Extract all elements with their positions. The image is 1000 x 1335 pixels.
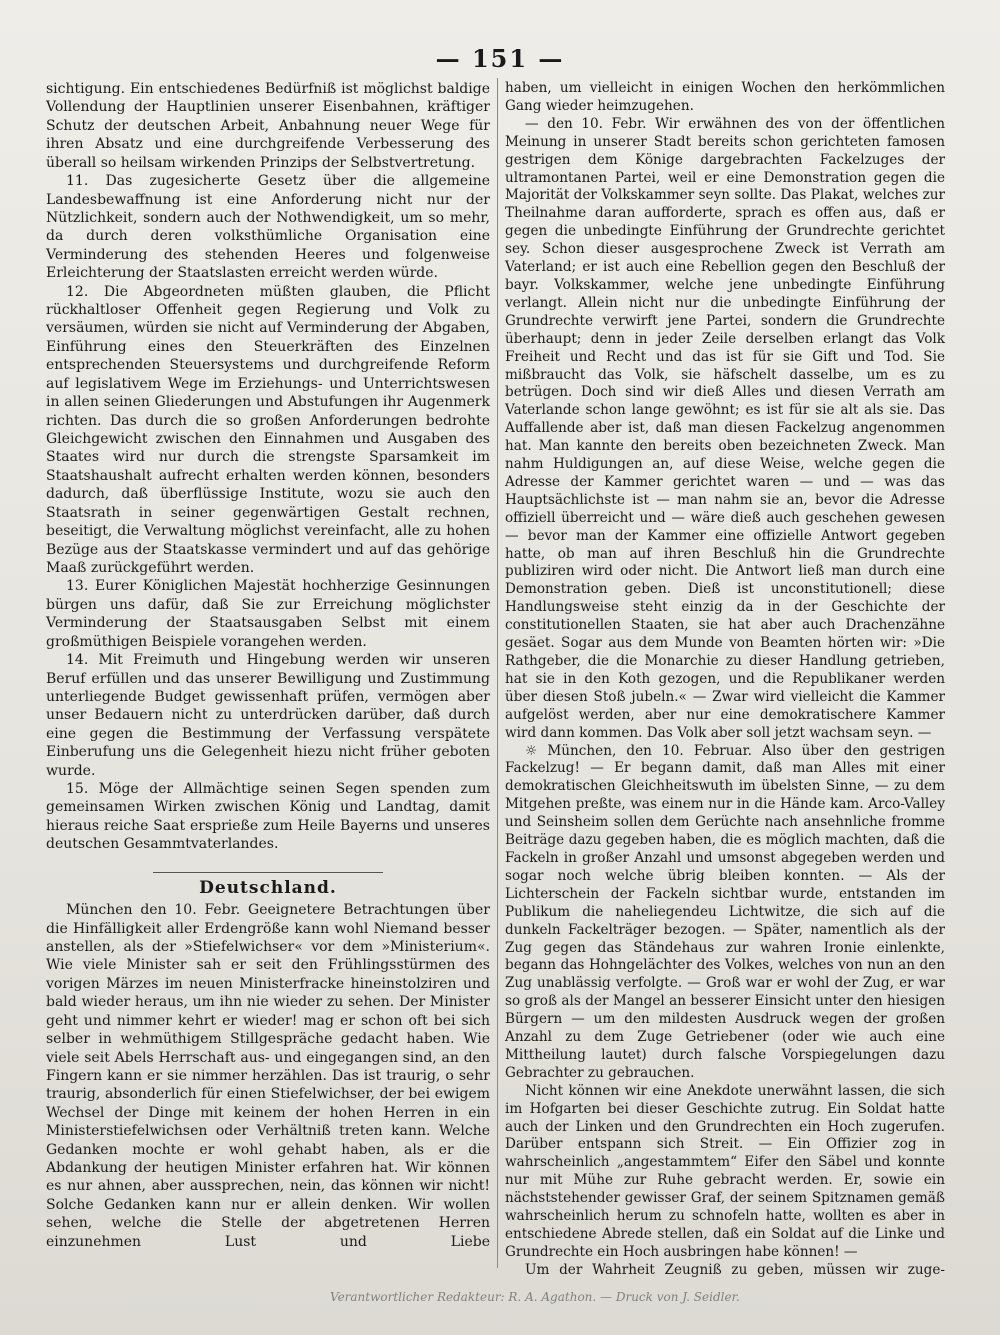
left-column	[46, 80, 490, 1251]
paragraph: sichtigung. Ein entschiedenes Bedürfniß ist möglichst baldige Vollendung der Hauptlinien unserer Eisenbahnen, kräftiger Schutz der deutschen Arbeit, Anbahnung neuer Wege für ihren Absatz und eine durchgreifende Verbesserung des überall so heilsam wirkenden Prinzips der Selbstvertretung.	[46, 81, 490, 171]
paragraph: 11. Das zugesicherte Gesetz über die allgemeine Landesbewaffnung ist eine Anforderung nicht nur der Nützlichkeit, sondern auch der Nothwendigkeit, um so mehr, da durch deren volksthümliche Organisation eine Verminderung des stehenden Heeres und folgenweise Erleichterung der Staatslasten erreicht werden würde.	[46, 173, 490, 282]
paragraph: 14. Mit Freimuth und Hingebung werden wir unseren Beruf erfüllen und das unserer Bewilligung und Zustimmung unterliegende Budget gewissenhaft prüfen, vermögen aber unser Bedauern nicht zu unterdrücken darüber, daß durch eine gegen die Bestimmung der Verfassung verspätete Einberufung uns die Gelegenheit hiezu nicht früher geboten wurde.	[46, 652, 490, 779]
paragraph: 12. Die Abgeordneten müßten glauben, die Pflicht rückhaltloser Offenheit gegen Regierung und Volk zu versäumen, würden sie nicht auf Verminderung der Abgaben, Einführung eines den Steuerkräften des Einzelnen entsprechenden Steuersystems und durchgreifende Reform auf legislativem Wege im Erziehungs- und Unterrichtswesen in allen seinen Gliederungen und Abstufungen ihr Augenmerk richten. Das durch die so großen Anforderungen bedrohte Gleichgewicht zwischen den Einnahmen und Ausgaben des Staates wird nur durch die strengste Sparsamkeit im Staatshaushalt aufrecht erhalten werden können, besonders dadurch, daß überflüssige Institute, wozu sie auch den Staatsrath in seiner gegenwärtigen Gestalt rechnen, beseitigt, die Verwaltung möglichst vereinfacht, alle zu hohen Bezüge aus der Staatskasse vermindert und auf das gehörige Maaß zurückgeführt werden.	[46, 283, 490, 576]
paragraph: — den 10. Febr. Wir erwähnen des von der öffentlichen Meinung in unserer Stadt bereits schon gerichteten famosen gestrigen dem Könige dargebrachten Fackelzuges der ultramontanen Partei, weil er eine Demonstration gegen die Majorität der Volkskammer seyn sollte. Das Plakat, welches zur Theilnahme daran aufforderte, sprach es offen aus, daß er gegen die unbedingte Einführung der Grundrechte gerichtet sey. Schon dieser ausgesprochene Zweck ist Verrath am Vaterland; er ist auch eine Rebellion gegen den Beschluß der bayr. Volkskammer, welche jene unbedingte Einführung verlangt. Allein nicht nur die unbedingte Einführung der Grundrechte verwirft jene Partei, sondern die Grundrechte überhaupt; denn in jeder Zeile derselben erlangt das Volk Freiheit und Recht und das ist für sie Gift und Tod. Sie mißbraucht das Volk, sie häfschelt dasselbe, um es zu betrügen. Doch sind wir dieß Alles und diesen Verrath am Vaterlande schon lange gewöhnt; es ist für sie alt als sie. Das Auffallende aber ist, daß man diesen Fackelzug angenommen hat. Man kannte den bereits oben bezeichneten Zweck. Man nahm Huldigungen an, auf diese Weise, welche gegen die Adresse der Kammer gerichtet waren — und — was das Hauptsächlichste ist — man nahm sie an, bevor die Adresse offiziell überreicht und — wäre dieß auch geschehen gewesen — bevor man der Kammer eine offizielle Antwort gegeben hatte, ob man auf ihren Beschluß hin die Grundrechte publiziren wird oder nicht. Die Antwort ließ man durch eine Demonstration geben. Dieß ist unconstitutionell; diese Handlungsweise steht einzig da in der Geschichte der constitutionellen Staaten, sie hat aber auch Drachenzähne gesäet. Sogar aus dem Munde von Beamten hörten wir: »Die Rathgeber, die die Monarchie zu dieser Handlung getrieben, hat sie in den Koth gezogen, und die Republikaner werden über diesen Stoß jubeln.« — Zwar wird vielleicht die Kammer aufgelöst werden, aber nur eine demokratischere Kammer wird dann kommen. Das Volk aber soll jetzt wachsam seyn. —	[505, 115, 945, 741]
paragraph: München den 10. Febr. Geeignetere Betrachtungen über die Hinfälligkeit aller Erdengröße kann wohl Niemand besser anstellen, als der »Stiefelwichser« vor dem »Ministerium«. Wie viele Minister sah er seit den Frühlingsstürmen des vorigen Märzes im neuen Ministerfracke hineinstolziren und bald wieder heraus, um ihn nie wieder zu sehen. Der Minister geht und nimmer kehrt er wieder! mag er schon oft bei sich selber in wehmüthigem Stillgespräche gedacht haben. Wie viele seit Abels Herrschaft aus- und eingegangen sind, an den Fingern kann er sie nimmer herzählen. Das ist traurig, o sehr traurig, absonderlich für einen Stiefelwichser, der bei ewigem Wechsel der Dinge mit keinem der hohen Herren in ein Ministerstiefelwichsen oder Verhältniß treten kann. Welche Gedanken mochte er wohl gehabt haben, als er die Abdankung der heutigen Minister erfahren hat. Wir können es nur ahnen, aber aussprechen, nein, das können wir nicht! Solche Gedanken kann nur er allein denken. Wir wollen sehen, welche die Stelle der abgetretenen Herren einzunehmen Lust und Liebe	[46, 902, 490, 1250]
page-number: — 151 —	[435, 44, 565, 73]
paragraph: Nicht können wir eine Anekdote unerwähnt lassen, die sich im Hofgarten bei dieser Geschichte zutrug. Ein Soldat hatte auch der Linken und den Grundrechten ein Hoch zugerufen. Darüber entspann sich Streit. — Ein Offizier zog in wahrscheinlich „angestammtem“ Eifer den Säbel und konnte nur mit Mühe zur Ruhe gebracht werden. Er, sowie ein nächststehender gewisser Graf, der seinem Spitznamen gemäß wahrscheinlich herum zu schnofeln hatte, wollten es aber in entschiedene Abrede stellen, daß ein Soldat auf die Linke und Grundrechte ein Hoch ausbringen habe können! —	[505, 1082, 945, 1260]
column-rule	[497, 78, 498, 1268]
right-column	[505, 80, 945, 1280]
section-divider	[153, 872, 383, 873]
paragraph: ☼ München, den 10. Februar. Also über den gestrigen Fackelzug! — Er begann damit, daß man Alles mit einer demokratischen Gleichheitswuth im übelsten Sinne, — zu dem Mitgehen preßte, was einem nur in die Hände kam. Arco-Valley und Seinsheim sollen dem Gerüchte nach ansehnliche fromme Beiträge dazu gegeben haben, die es möglich machten, daß die Fackeln in großer Anzahl und umsonst abgegeben werden und sogar noch welche übrig bleiben konnten. — Als der Lichterschein der Fackeln sichtbar wurde, entstanden im Publikum die naheliegendeu Lichtwitze, die sich auf die dunkeln Fackelträger bezogen. — Später, namentlich als der Zug gegen das Ständehaus zur wahren Ironie einlenkte, begann das Hohngelächter des Volkes, welches von nun an den Zug unablässig verfolgte. — Groß war er wohl der Zug, er war so groß als der Mangel an besserer Einsicht unter den hiesigen Bürgern — um den mildesten Ausdruck wegen der großen Anzahl zu dem Zuge Getriebener (oder wie auch eine Mittheilung lautet) durch falsche Vorspiegelungen dazu Gebrachter zu gebrauchen.	[505, 742, 945, 1081]
section-heading: Deutschland.	[199, 877, 337, 898]
paragraph: 15. Möge der Allmächtige seinen Segen spenden zum gemeinsamen Wirken zwischen König und Landtag, damit hieraus reiche Saat ersprieße zum Heile Bayerns und unseres deutschen Gesammtvaterlandes.	[46, 781, 490, 853]
paragraph: Um der Wahrheit Zeugniß zu geben, müssen wir zuge-	[525, 1261, 945, 1278]
paragraph: haben, um vielleicht in einigen Wochen den herkömmlichen Gang wieder heimzugehen.	[505, 80, 945, 114]
imprint-footer: Verantwortlicher Redakteur: R. A. Agathon. — Druck von J. Seidler.	[330, 1290, 740, 1304]
paragraph: 13. Eurer Königlichen Majestät hochherzige Gesinnungen bürgen uns dafür, daß Sie zur Erreichung möglichster Verminderung der Staatsausgaben Selbst mit einem großmüthigen Beispiele vorangehen werden.	[46, 578, 490, 650]
